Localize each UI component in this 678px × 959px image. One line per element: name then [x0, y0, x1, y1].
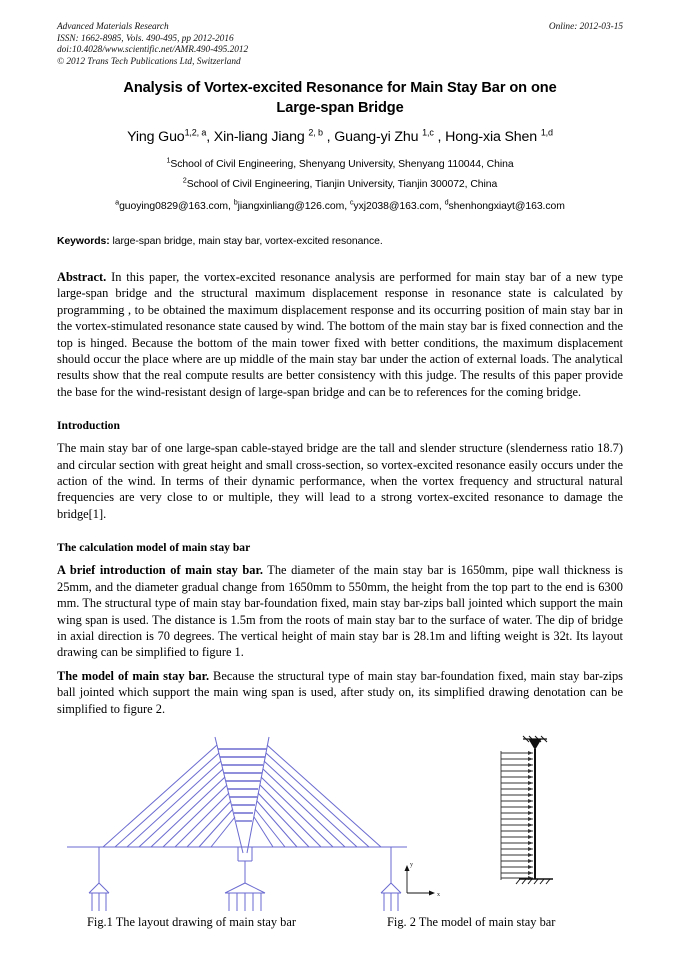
axis-x-arrow: [429, 890, 435, 895]
email-4-address[interactable]: shenhongxiayt@163.com: [448, 201, 565, 212]
author-1-superscript: 1,2, a: [184, 127, 207, 138]
fig2-bottom-fixed-support: [516, 879, 553, 884]
author-separator-3: ,: [433, 129, 446, 145]
author-separator-1: ,: [206, 129, 214, 145]
figure-1-caption: Fig.1 The layout drawing of main stay bar: [87, 914, 296, 929]
affiliation-2-marker: 2: [182, 175, 187, 185]
brief-introduction-paragraph: [57, 562, 623, 660]
email-3-address[interactable]: yxj2038@163.com,: [353, 201, 445, 212]
journal-header-left: [57, 22, 487, 68]
online-date: Online: 2012-03-15: [548, 22, 623, 32]
fig1-pylon-base: [238, 847, 252, 861]
keywords-line: [57, 235, 623, 248]
author-3-name: Guang-yi Zhu: [334, 129, 423, 145]
brief-introduction-lead: A brief introduction of main stay bar.: [57, 563, 263, 578]
abstract-label: Abstract.: [57, 270, 107, 284]
model-text: Because the structural type of main stay bar-foundation fixed, main stay bar-zips ball jointed which support the main wing span is used, after study on, its simplified drawing denotation can be simplified to figure 2.: [57, 668, 623, 716]
paper-title-line1: Analysis of Vortex-excited Resonance for Main Stay Bar on one: [123, 80, 557, 96]
fig1-center-pile-group: [225, 883, 265, 911]
fig1-stay-cables-left: [103, 745, 235, 847]
figure-area: [57, 731, 623, 911]
affiliation-2-text: School of Civil Engineering, Tianjin University, Tianjin 300072, China: [186, 179, 498, 190]
figure-1-bridge-layout: [57, 731, 417, 911]
page-content: [57, 22, 623, 935]
section-heading-introduction: Introduction: [57, 419, 120, 433]
fig1-left-pier: [89, 847, 109, 911]
email-2-marker: b: [233, 197, 238, 207]
figure-captions: [57, 915, 623, 935]
journal-name: Advanced Materials Research: [57, 22, 169, 32]
model-lead: The model of main stay bar.: [57, 668, 210, 683]
paper-title: [57, 78, 623, 118]
email-4-marker: d: [444, 197, 449, 207]
keywords-text: large-span bridge, main stay bar, vortex-excited resonance.: [109, 236, 383, 247]
affiliation-1-text: School of Civil Engineering, Shenyang University, Shenyang 110044, China: [170, 159, 514, 170]
model-paragraph: [57, 668, 623, 717]
introduction-paragraph: The main stay bar of one large-span cable-stayed bridge are the tall and slender structure (slenderness ratio 18.7) and circular section with great height and small cross-section, so vortex-excited resonance easily occurs under the action of the wind. In terms of their dynamic performance, when the vortex frequency and structural natural frequencies are very close to or multiple, they will lead to a strong vortex-excited resonance to damage the bridge[1].: [57, 441, 623, 521]
journal-copyright: © 2012 Trans Tech Publications Ltd, Switzerland: [57, 56, 241, 67]
abstract-paragraph: [57, 269, 623, 400]
fig2-distributed-load-arrows: [501, 751, 533, 880]
author-4-name: Hong-xia Shen: [445, 129, 541, 145]
axis-x-label: x: [437, 891, 440, 898]
author-1-name: Ying Guo: [127, 129, 185, 145]
keywords-label: Keywords:: [57, 236, 110, 247]
affiliation-1-marker: 1: [166, 155, 171, 165]
author-separator-2: ,: [322, 129, 335, 145]
journal-header: [57, 22, 623, 72]
author-3-superscript: 1,c: [422, 127, 434, 138]
section-heading-calculation-model: The calculation model of main stay bar: [57, 541, 251, 555]
email-1-marker: a: [115, 197, 120, 207]
figure-2-caption: Fig. 2 The model of main stay bar: [387, 914, 556, 929]
author-list: [57, 128, 623, 147]
fig2-top-hinge-support: [523, 736, 547, 749]
author-emails: [57, 197, 623, 213]
author-4-superscript: 1,d: [540, 127, 553, 138]
journal-doi: doi:10.4028/www.scientific.net/AMR.490-495.2012: [57, 45, 249, 56]
journal-issn: ISSN: 1662-8985, Vols. 490-495, pp 2012-2016: [57, 33, 234, 44]
author-2-superscript: 2, b: [308, 127, 323, 138]
email-2-address[interactable]: jiangxinliang@126.com,: [237, 201, 350, 212]
brief-introduction-text: The diameter of the main stay bar is 1650mm, pipe wall thickness is 25mm, and the diameter gradual change from 1650mm to 550mm, the height from the top part to the end is 6300 mm. The structural type of main stay bar-foundation fixed, main stay bar-zips ball jointed which support the main wing span is used. The distance is 1.5m from the roots of main stay bar to the surface of water. The dip of bridge in axial direction is 70 degrees. The vertical height of main stay bar is 28.1m and lifting weight is 32t. Its layout drawing can be simplified to figure 1.: [57, 563, 623, 660]
axis-y-arrow: [405, 865, 410, 871]
fig1-stay-cables-right: [254, 745, 381, 847]
abstract-text: In this paper, the vortex-excited resonance analysis are performed for main stay bar of a new type large-span bridge and the structural maximum displacement response in resonance state is calculated by programming , to be obtained the maximum displacement response and its occurring position of main stay bar in the vortex-stimulated resonance state caused by wind. The bottom of the main stay bar is fixed connection and the top is hinged. Because the bottom of the main tower fixed with better conditions, the maximum displacement should occur the place where are up middle of the main stay bar under the action of external loads. The analytical results show that the real compute results are better consistency with this judge. The results of this paper provide the base for the wind-resistant design of large-span bridge and can be to references for the coming bridge.: [57, 270, 623, 399]
email-1-address[interactable]: guoying0829@163.com,: [119, 201, 234, 212]
paper-title-line2: Large-span Bridge: [276, 100, 404, 116]
fig1-pylon-left-leg: [215, 737, 243, 853]
affiliation-2: [57, 175, 623, 191]
axis-y-label: y: [410, 861, 413, 868]
author-2-name: Xin-liang Jiang: [213, 129, 309, 145]
email-3-marker: c: [349, 197, 354, 207]
coordinate-axes: [397, 857, 457, 903]
affiliation-1: [57, 155, 623, 171]
